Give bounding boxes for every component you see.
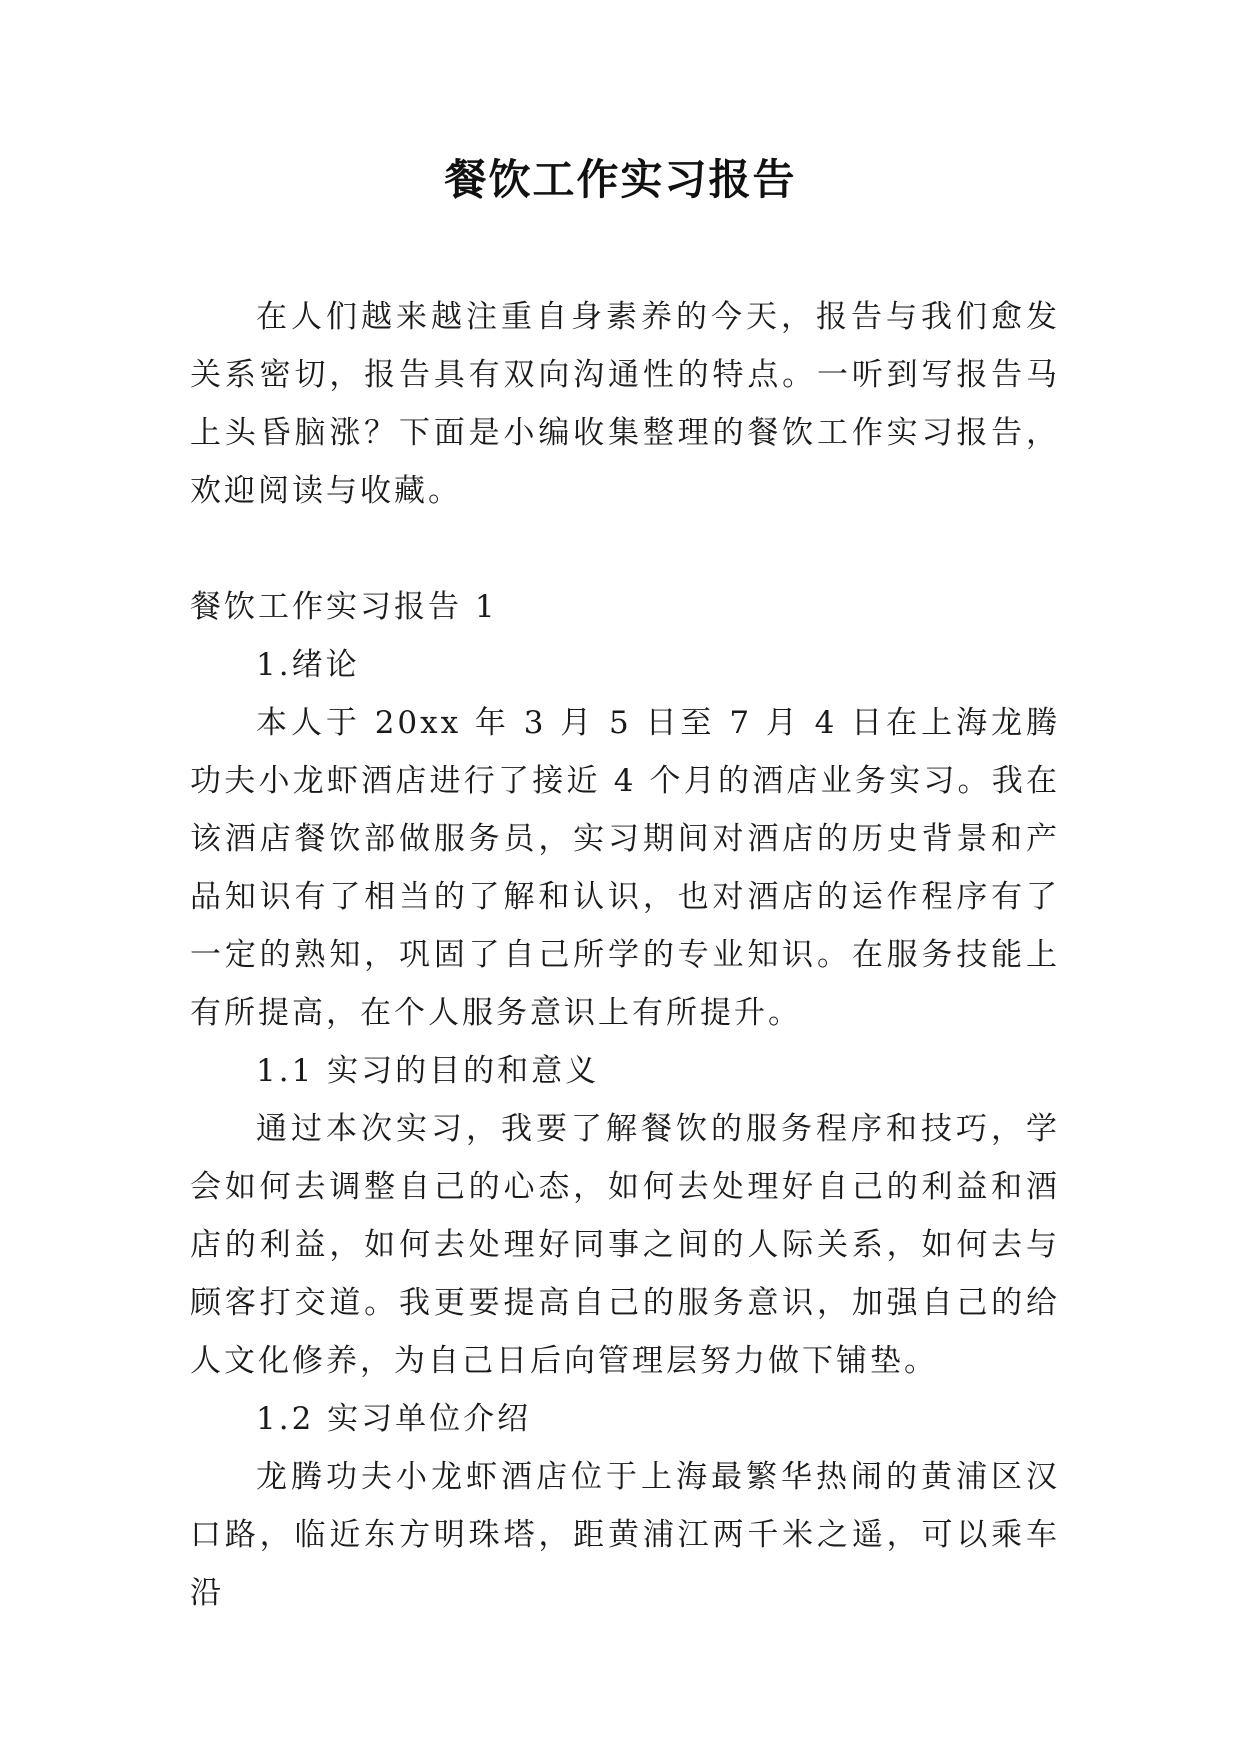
paragraph-spacer [190, 520, 1060, 578]
paragraph-purpose: 通过本次实习，我要了解餐饮的服务程序和技巧，学会如何去调整自己的心态，如何去处理好自己的利益和酒店的利益，如何去处理好同事之间的人际关系，如何去与顾客打交道。我更要提高自己的服务意识，加强自己的给人文化修养，为自己日后向管理层努力做下铺垫。 [190, 1111, 1060, 1379]
section-title: 餐饮工作实习报告 1 [190, 589, 498, 625]
heading-purpose: 1.1 实习的目的和意义 [256, 1053, 600, 1089]
intro-paragraph: 在人们越来越注重自身素养的今天，报告与我们愈发关系密切，报告具有双向沟通性的特点。一听到写报告马上头昏脑涨？下面是小编收集整理的餐饮工作实习报告，欢迎阅读与收藏。 [190, 299, 1060, 509]
heading-introduction: 1.绪论 [256, 647, 360, 683]
document-body [190, 288, 1060, 1622]
heading-company: 1.2 实习单位介绍 [256, 1401, 532, 1437]
paragraph-company: 龙腾功夫小龙虾酒店位于上海最繁华热闹的黄浦区汉口路，临近东方明珠塔，距黄浦江两千米之遥，可以乘车沿 [190, 1459, 1060, 1611]
document-title: 餐饮工作实习报告 [444, 155, 797, 204]
paragraph-introduction: 本人于 20xx 年 3 月 5 日至 7 月 4 日在上海龙腾功夫小龙虾酒店进行了接近 4 个月的酒店业务实习。我在该酒店餐饮部做服务员，实习期间对酒店的历史背景和产品知识有了相当的了解和认识，也对酒店的运作程序有了一定的熟知，巩固了自己所学的专业知识。在服务技能上有所提高，在个人服务意识上有所提升。 [190, 705, 1060, 1031]
